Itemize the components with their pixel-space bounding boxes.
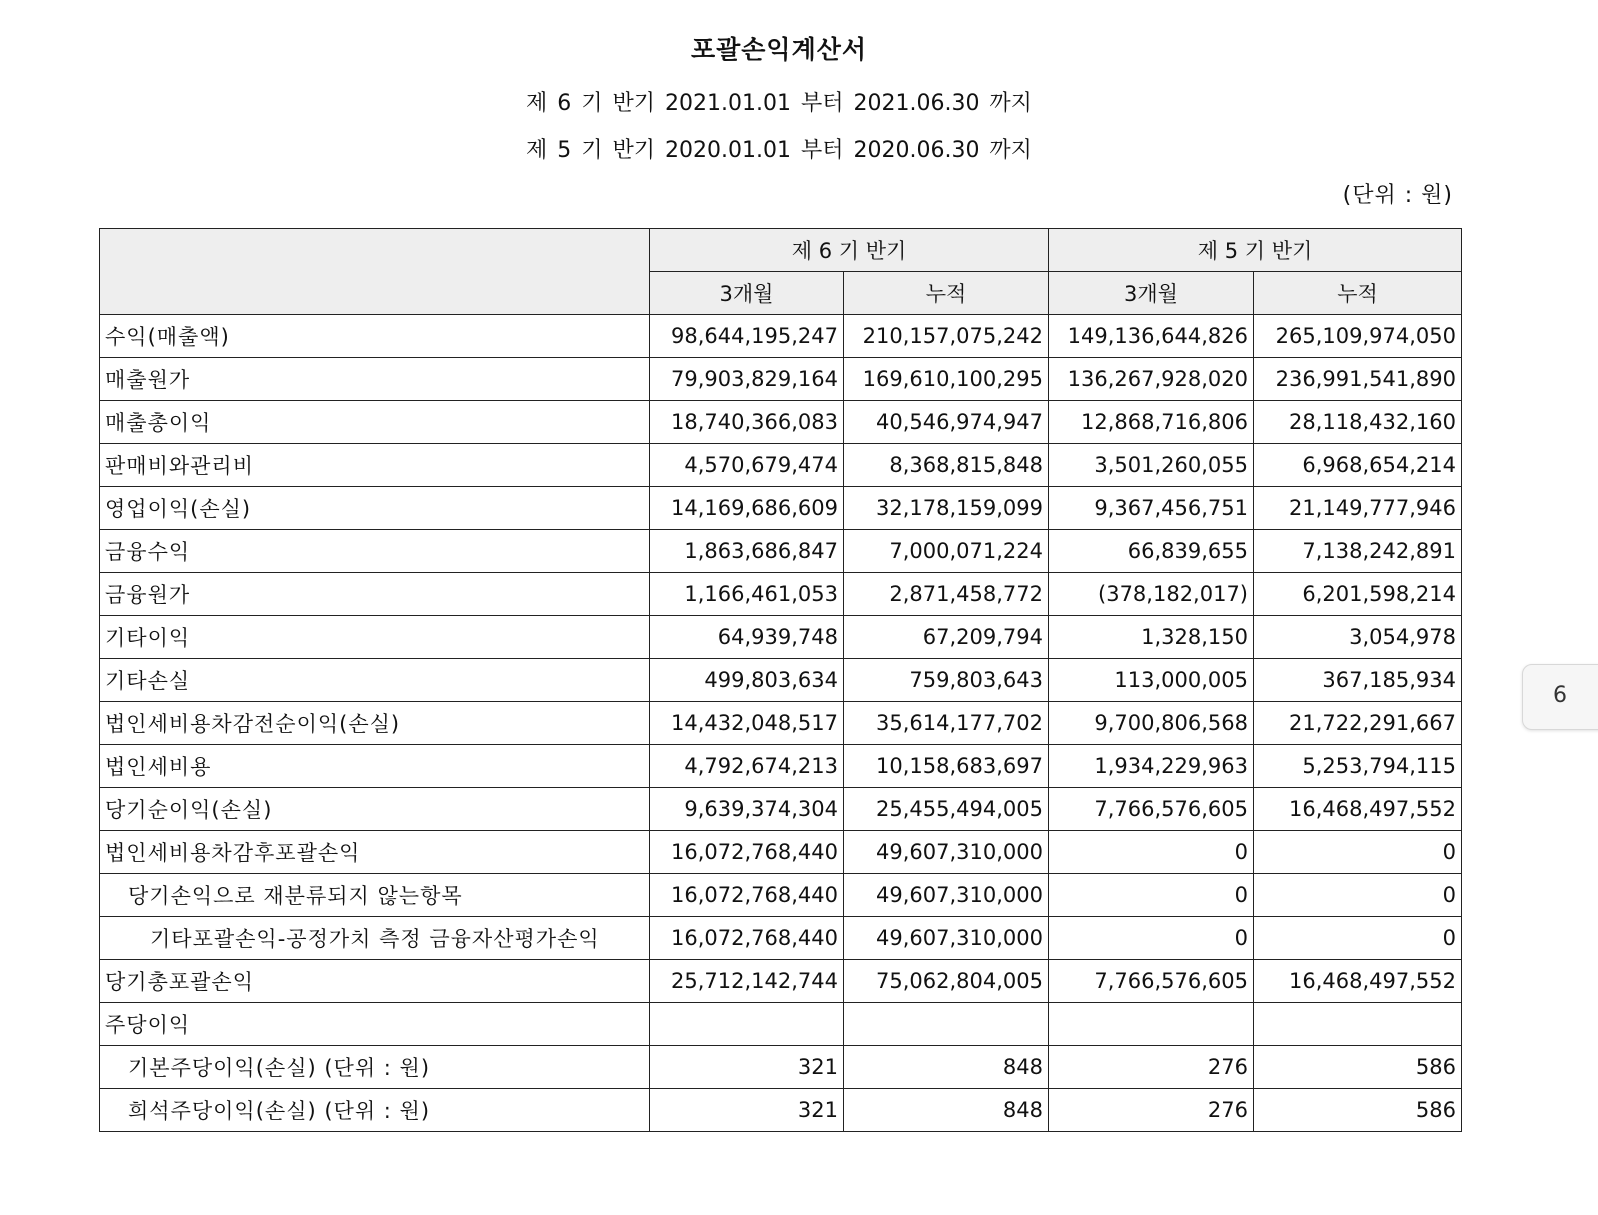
document-title: 포괄손익계산서	[690, 35, 868, 64]
header-period-prior: 제 5 기 반기	[1049, 229, 1462, 272]
row-label: 수익(매출액)	[100, 315, 650, 358]
row-value-cell: 4,570,679,474	[650, 444, 844, 487]
row-value-cell: 210,157,075,242	[844, 315, 1049, 358]
row-value-cell	[1254, 1003, 1462, 1046]
row-label: 금융원가	[100, 573, 650, 616]
period-current: 제 6 기 반기 2021.01.01 부터 2021.06.30 까지	[526, 91, 1032, 116]
row-value-cell: 367,185,934	[1254, 659, 1462, 702]
row-value-cell	[844, 1003, 1049, 1046]
header-current-3months: 3개월	[650, 272, 844, 315]
row-value-cell: 16,072,768,440	[650, 917, 844, 960]
row-value-cell: 3,054,978	[1254, 616, 1462, 659]
table-row	[100, 1089, 1462, 1132]
row-value-cell: 265,109,974,050	[1254, 315, 1462, 358]
row-label: 당기순이익(손실)	[100, 788, 650, 831]
row-value-cell: 848	[844, 1089, 1049, 1132]
table-row	[100, 616, 1462, 659]
table-row	[100, 358, 1462, 401]
row-value-cell: 169,610,100,295	[844, 358, 1049, 401]
row-value-cell: 321	[650, 1089, 844, 1132]
row-value-cell: 1,863,686,847	[650, 530, 844, 573]
row-label: 희석주당이익(손실) (단위 : 원)	[100, 1089, 650, 1132]
row-value-cell: 236,991,541,890	[1254, 358, 1462, 401]
row-value-cell: 321	[650, 1046, 844, 1089]
row-value-cell: 98,644,195,247	[650, 315, 844, 358]
row-value-cell: 49,607,310,000	[844, 831, 1049, 874]
row-value-cell: 16,468,497,552	[1254, 960, 1462, 1003]
row-value-cell: 7,000,071,224	[844, 530, 1049, 573]
row-value-cell: 759,803,643	[844, 659, 1049, 702]
period-prior: 제 5 기 반기 2020.01.01 부터 2020.06.30 까지	[526, 138, 1032, 163]
row-value-cell: 0	[1254, 874, 1462, 917]
header-prior-3months: 3개월	[1049, 272, 1254, 315]
table-row	[100, 960, 1462, 1003]
row-value-cell: 0	[1049, 917, 1254, 960]
row-value-cell: (378,182,017)	[1049, 573, 1254, 616]
row-value-cell: 6,968,654,214	[1254, 444, 1462, 487]
row-value-cell: 49,607,310,000	[844, 874, 1049, 917]
table-row	[100, 917, 1462, 960]
header-current-cumulative: 누적	[844, 272, 1049, 315]
row-label: 매출총이익	[100, 401, 650, 444]
page-number-tab[interactable]	[1522, 664, 1598, 730]
table-row	[100, 401, 1462, 444]
row-value-cell: 32,178,159,099	[844, 487, 1049, 530]
row-value-cell: 3,501,260,055	[1049, 444, 1254, 487]
row-value-cell: 113,000,005	[1049, 659, 1254, 702]
row-value-cell: 499,803,634	[650, 659, 844, 702]
row-value-cell: 9,700,806,568	[1049, 702, 1254, 745]
row-value-cell: 66,839,655	[1049, 530, 1254, 573]
row-value-cell: 64,939,748	[650, 616, 844, 659]
row-value-cell: 586	[1254, 1046, 1462, 1089]
row-value-cell: 35,614,177,702	[844, 702, 1049, 745]
row-value-cell: 2,871,458,772	[844, 573, 1049, 616]
table-row	[100, 659, 1462, 702]
row-value-cell: 21,149,777,946	[1254, 487, 1462, 530]
row-value-cell: 6,201,598,214	[1254, 573, 1462, 616]
row-value-cell: 28,118,432,160	[1254, 401, 1462, 444]
row-value-cell: 4,792,674,213	[650, 745, 844, 788]
row-value-cell: 1,934,229,963	[1049, 745, 1254, 788]
table-row	[100, 487, 1462, 530]
row-value-cell: 149,136,644,826	[1049, 315, 1254, 358]
header-period-current: 제 6 기 반기	[650, 229, 1049, 272]
table-row	[100, 788, 1462, 831]
row-value-cell: 16,468,497,552	[1254, 788, 1462, 831]
row-label: 법인세비용차감후포괄손익	[100, 831, 650, 874]
row-value-cell: 5,253,794,115	[1254, 745, 1462, 788]
header-prior-cumulative: 누적	[1254, 272, 1462, 315]
row-label: 주당이익	[100, 1003, 650, 1046]
row-value-cell: 18,740,366,083	[650, 401, 844, 444]
table-row	[100, 745, 1462, 788]
row-value-cell: 276	[1049, 1046, 1254, 1089]
row-value-cell: 0	[1049, 831, 1254, 874]
row-label: 당기총포괄손익	[100, 960, 650, 1003]
table-row	[100, 831, 1462, 874]
row-value-cell: 0	[1254, 917, 1462, 960]
row-label: 당기손익으로 재분류되지 않는항목	[100, 874, 650, 917]
row-value-cell	[650, 1003, 844, 1046]
row-label: 기타포괄손익-공정가치 측정 금융자산평가손익	[100, 917, 650, 960]
row-label: 기본주당이익(손실) (단위 : 원)	[100, 1046, 650, 1089]
row-value-cell: 8,368,815,848	[844, 444, 1049, 487]
table-row	[100, 1003, 1462, 1046]
row-value-cell: 586	[1254, 1089, 1462, 1132]
table-row	[100, 444, 1462, 487]
row-value-cell: 136,267,928,020	[1049, 358, 1254, 401]
page-number-label: 6	[1553, 683, 1567, 708]
row-value-cell: 75,062,804,005	[844, 960, 1049, 1003]
row-label: 판매비와관리비	[100, 444, 650, 487]
row-value-cell: 9,367,456,751	[1049, 487, 1254, 530]
row-label: 법인세비용	[100, 745, 650, 788]
row-value-cell: 0	[1049, 874, 1254, 917]
table-body	[100, 315, 1462, 1132]
row-value-cell: 14,169,686,609	[650, 487, 844, 530]
row-value-cell: 49,607,310,000	[844, 917, 1049, 960]
table-row	[100, 874, 1462, 917]
row-value-cell: 25,712,142,744	[650, 960, 844, 1003]
row-value-cell: 14,432,048,517	[650, 702, 844, 745]
row-value-cell: 7,138,242,891	[1254, 530, 1462, 573]
row-value-cell: 16,072,768,440	[650, 874, 844, 917]
row-value-cell: 21,722,291,667	[1254, 702, 1462, 745]
row-value-cell: 1,166,461,053	[650, 573, 844, 616]
row-value-cell: 40,546,974,947	[844, 401, 1049, 444]
row-value-cell: 79,903,829,164	[650, 358, 844, 401]
row-value-cell: 67,209,794	[844, 616, 1049, 659]
row-value-cell: 7,766,576,605	[1049, 788, 1254, 831]
row-label: 기타손실	[100, 659, 650, 702]
income-statement-table	[99, 228, 1462, 1132]
row-label: 기타이익	[100, 616, 650, 659]
unit-label: (단위 : 원)	[1342, 183, 1453, 208]
row-value-cell: 16,072,768,440	[650, 831, 844, 874]
row-value-cell: 848	[844, 1046, 1049, 1089]
row-value-cell: 25,455,494,005	[844, 788, 1049, 831]
table-row	[100, 315, 1462, 358]
table-row	[100, 1046, 1462, 1089]
row-label: 영업이익(손실)	[100, 487, 650, 530]
table-row	[100, 702, 1462, 745]
row-label: 매출원가	[100, 358, 650, 401]
table-row	[100, 530, 1462, 573]
row-value-cell: 12,868,716,806	[1049, 401, 1254, 444]
row-value-cell: 9,639,374,304	[650, 788, 844, 831]
row-value-cell: 1,328,150	[1049, 616, 1254, 659]
row-label: 금융수익	[100, 530, 650, 573]
table-row	[100, 573, 1462, 616]
header-label-corner	[100, 229, 650, 315]
row-value-cell: 0	[1254, 831, 1462, 874]
row-value-cell: 10,158,683,697	[844, 745, 1049, 788]
row-value-cell	[1049, 1003, 1254, 1046]
row-value-cell: 7,766,576,605	[1049, 960, 1254, 1003]
row-value-cell: 276	[1049, 1089, 1254, 1132]
row-label: 법인세비용차감전순이익(손실)	[100, 702, 650, 745]
